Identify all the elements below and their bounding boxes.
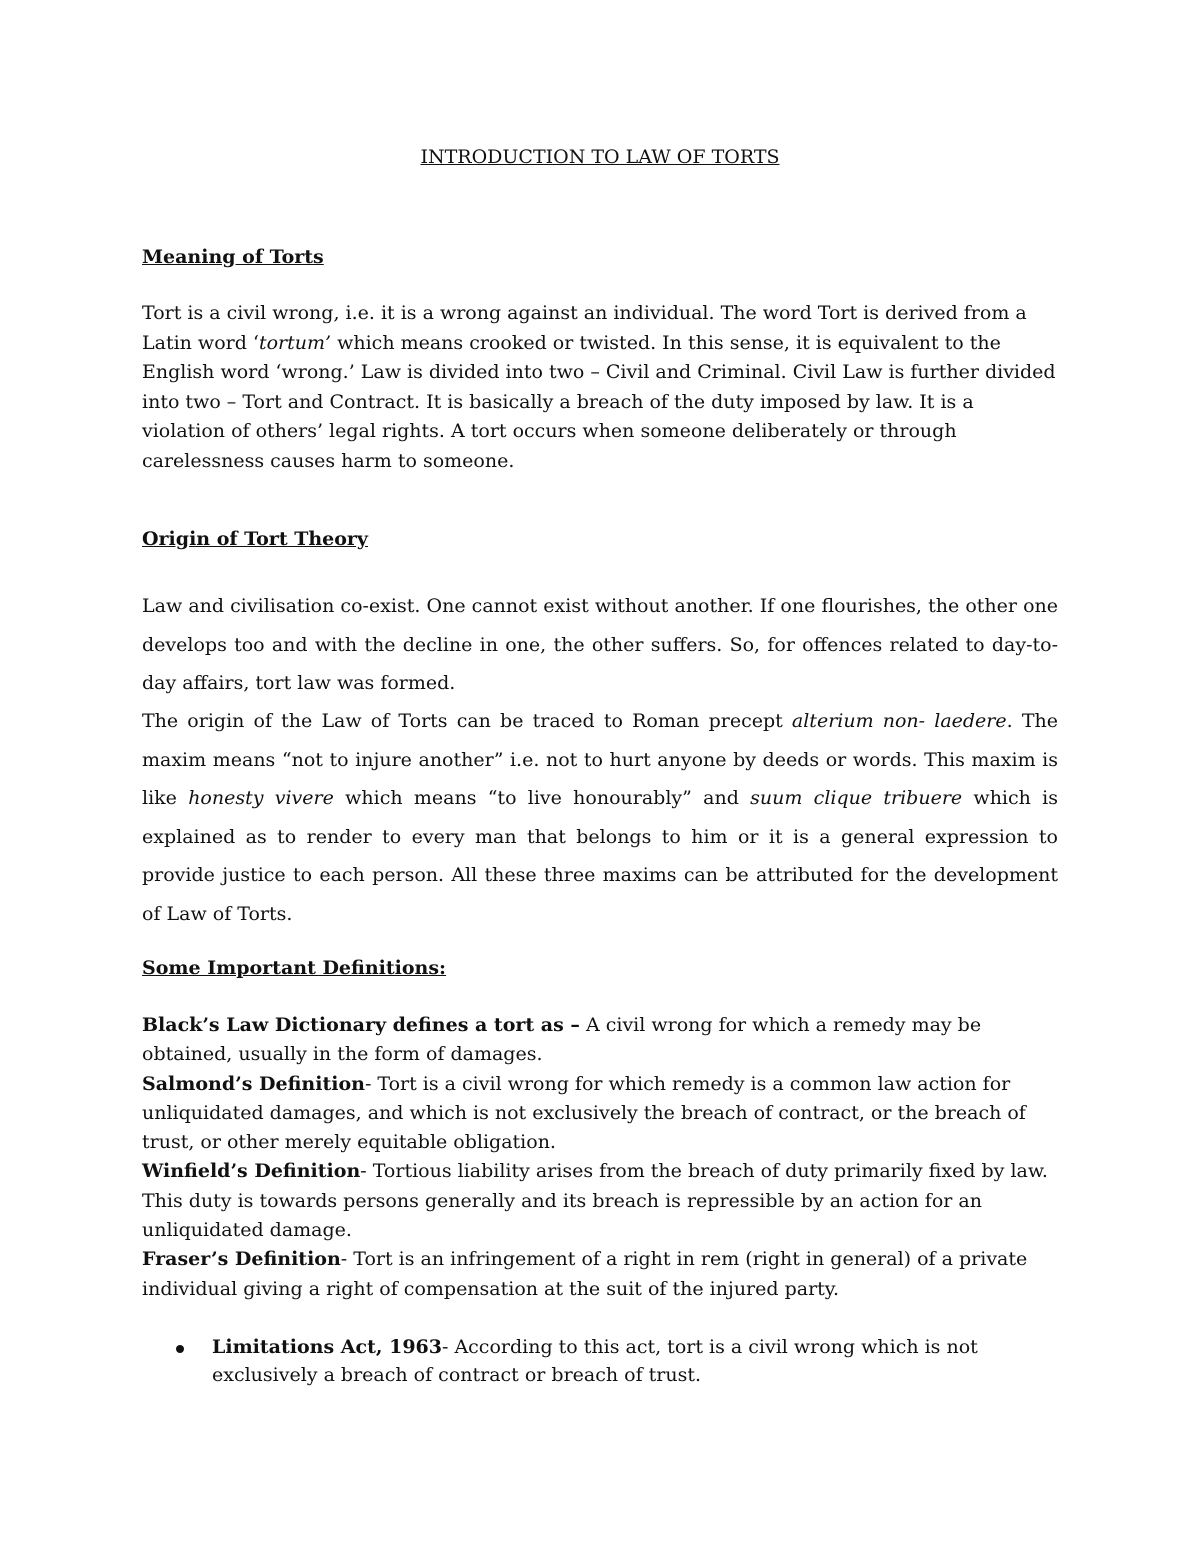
bullet-list-item [142, 1333, 1058, 1393]
text-span: The origin of the Law of Torts can be traced to Roman precept [142, 710, 792, 732]
text-span: - According to this act, tort is a civil wrong which is not exclusively a breach of contract or breach of trust. [212, 1336, 978, 1386]
definition-label: Black’s Law Dictionary defines a tort as – [142, 1014, 580, 1036]
maxim-suum-clique-tribuere: suum clique tribuere [750, 787, 963, 809]
definition-label: Salmond’s Definition [142, 1072, 365, 1095]
definition-blacks [142, 1011, 1058, 1070]
text-span: Tort is a civil wrong, i.e. it is a wrong against an individual. The word Tort is derived from a Latin word ‘ [142, 302, 1027, 354]
text-span: which means “to live honourably” and [333, 787, 751, 809]
definitions-block [142, 1011, 1058, 1304]
text-span: which means crooked or twisted. In this sense, it is equivalent to the English word ‘wrong.’ Law is divided into two – Civil and Criminal. Civil Law is further divided into two – Tort and Contract. It is basically a breach of the duty imposed by law. It is a violation of others’ legal rights. A tort occurs when someone deliberately or through carelessness causes harm to someone. [142, 331, 1056, 472]
definition-text: A civil wrong for which a remedy may be obtained, usually in the form of damages. [142, 1014, 982, 1066]
paragraph-meaning [142, 299, 1058, 476]
heading-meaning-of-torts: Meaning of Torts [142, 246, 324, 268]
definition-text: - Tort is a civil wrong for which remedy is a common law action for unliquidated damages, and which is not exclusively the breach of contract, or the breach of trust, or other merely equitable obligation. [142, 1072, 1026, 1154]
definition-label: Winfield’s Definition [142, 1160, 361, 1183]
definition-winfield [142, 1157, 1058, 1245]
bullet-icon [176, 1345, 184, 1353]
document-title: INTRODUCTION TO LAW OF TORTS [420, 146, 780, 168]
bullet-text [212, 1333, 1032, 1389]
text-span: . The maxim means “not to injure another” i.e. not to hurt anyone by deeds or words. This maxim is like [142, 710, 1058, 809]
heading-important-definitions: Some Important Definitions: [142, 957, 447, 979]
definition-text: - Tortious liability arises from the breach of duty primarily fixed by law. This duty is towards persons generally and its breach is repressible by an action for an unliquidated damage. [142, 1160, 1048, 1242]
definition-label: Fraser’s Definition [142, 1248, 341, 1271]
maxim-alterium-non-laedere: alterium non- laedere [791, 710, 1007, 732]
definition-salmond [142, 1070, 1058, 1158]
paragraph-origin-2 [142, 702, 1058, 933]
text-span: which is explained as to render to every man that belongs to him or it is a general expression to provide justice to each person. All these three maxims can be attributed for the development of Law of Torts. [142, 787, 1058, 925]
paragraph-origin-1: Law and civilisation co-exist. One cannot exist without another. If one flourishes, the other one develops too and with the decline in one, the other suffers. So, for offences related to day-to-day affairs, tort law was formed. [142, 595, 1058, 694]
maxim-honesty-vivere: honesty vivere [188, 787, 334, 809]
definition-text: - Tort is an infringement of a right in rem (right in general) of a private individual giving a right of compensation at the suit of the injured party. [142, 1248, 1028, 1300]
definition-fraser [142, 1245, 1058, 1304]
latin-term-tortum: tortum’ [258, 331, 332, 354]
heading-origin-of-tort-theory: Origin of Tort Theory [142, 528, 368, 550]
bullet-label: Limitations Act, 1963 [212, 1336, 442, 1358]
